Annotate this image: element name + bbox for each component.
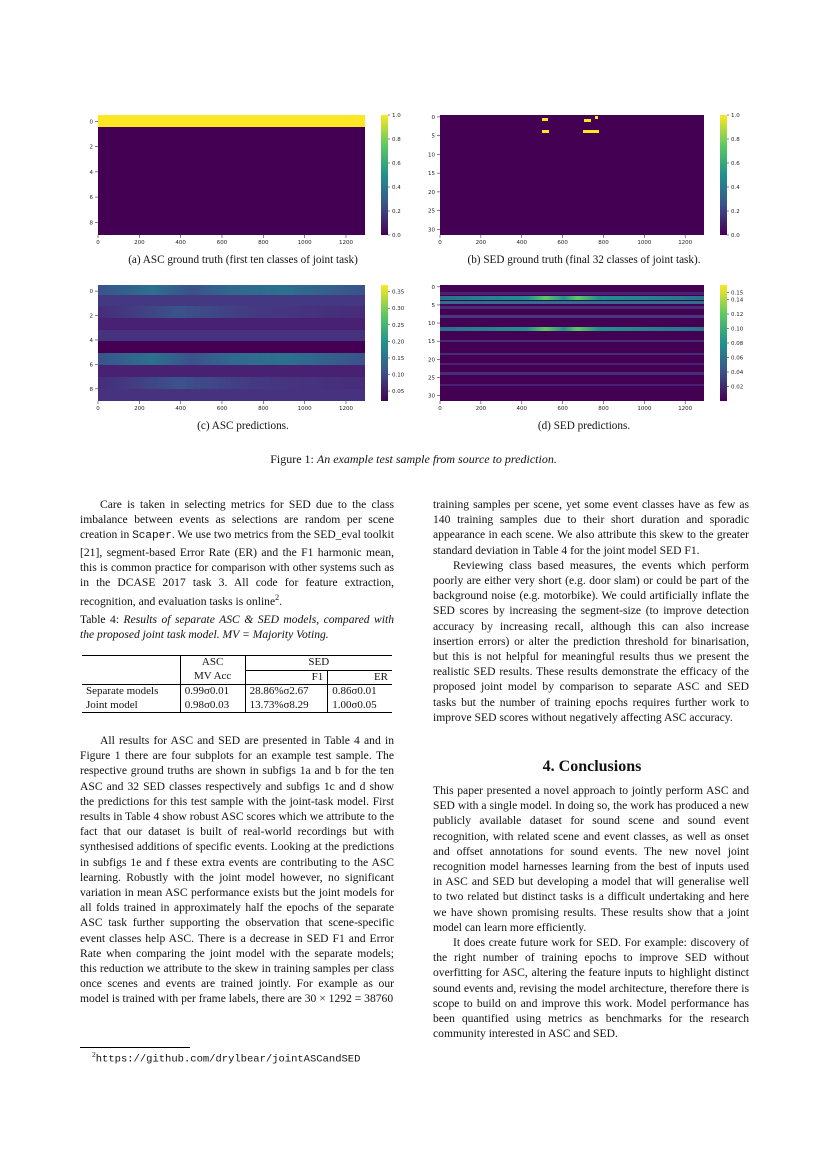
heatmap-b-event [542,118,548,121]
x-tick-label: 600 [557,406,568,412]
colorbar-tick-label: 0.6 [731,161,740,167]
y-tick-label: 2 [89,313,93,320]
x-tick-label: 600 [216,406,228,412]
colorbar-a [381,115,388,235]
x-tick-label: 1000 [637,406,652,412]
conclusions-paragraph-1: This paper presented a novel approach to jointly perform ASC and SED with a single model. In doing so, the work has produced a new publicly available dataset for sound scene and sound event recognition, with related scene and event classes, as well as onset and offset annotations for sound events. The new novel joint recognition model harnesses learning from the best of inputs used in ASC and SED but developing a model that will generalise well to two related but distinct tasks is a difficult undertaking and here we have shown promising results. These results show that a joint model can learn more efficiently. [433,784,749,934]
conclusions-body [433,783,749,1041]
colorbar-c [381,285,388,401]
subfig-d [440,285,727,401]
col-header-asc: ASC [180,656,245,671]
subfig-d-caption: (d) SED predictions. [537,420,631,432]
x-tick-label: 200 [475,240,487,246]
y-tick-label: 5 [431,133,435,140]
x-tick-label: 0 [438,406,442,412]
heatmap-d-row [440,340,704,342]
colorbar-tick-label: 0.12 [731,312,744,318]
y-tick-label: 20 [428,189,435,196]
colorbar-tick-label: 0.0 [731,233,740,239]
heatmap-c-row [98,306,365,318]
colorbar-tick-label: 0.35 [392,289,405,296]
left-column [80,497,394,609]
y-tick-label: 8 [89,386,93,393]
colorbar-tick-label: 0.30 [392,306,405,313]
heatmap-a-bg [98,115,365,235]
x-tick-label: 800 [598,406,609,412]
x-tick-label: 200 [134,240,145,246]
y-tick-label: 25 [428,375,435,382]
results-table [82,655,392,713]
heatmap-d-row [440,372,704,375]
section-heading-conclusions: 4. Conclusions [542,758,642,775]
x-tick-label: 800 [258,406,269,412]
heatmap-c-row [98,389,365,401]
col-header-sed: SED [308,656,330,668]
heatmap-d-row [440,353,704,355]
table-row: Joint model 0.98σ0.03 13.73%σ8.29 1.00σ0.05 [82,699,392,713]
heatmap-c-row [98,318,365,330]
y-tick-label: 4 [89,169,93,176]
table-row: Separate models 0.99σ0.01 28.86%σ2.67 0.86σ0.01 [82,685,392,699]
table-header-row [82,656,392,671]
footnote: $^2$https://github.com/drylbear/jointASCandSED [92,1050,361,1066]
x-tick-label: 600 [216,240,228,246]
colorbar-tick-label: 0.25 [392,322,405,329]
x-tick-label: 400 [516,240,527,246]
y-tick-label: 25 [428,208,435,215]
colorbar-tick-label: 0.04 [731,370,744,376]
colorbar-tick-label: 0.2 [392,209,401,215]
x-tick-label: 800 [258,240,269,246]
left-paragraph-2: All results for ASC and SED are presented in Table 4 and in Figure 1 there are four subplots for an example test sample. The respective ground truths are shown in subfigs 1a and b for the ten ASC and 32 SED classes respectively and subfigs 1c and d show the predictions for this test sample with the joint-task model. First results in Table 4 show robust ASC scores which we attribute to the fact that our dataset is built of real-world recordings but with synthesised additions of specific events. Looking at the predictions in subfigs 1e and f these extra events are contributing to the ASC learning. Robustly with the joint model however, no significant variation in mean ASC performance exists but the joint models for all folds trained in approximately half the epochs of the separate ASC task further supporting the observation that scene-specific event classes help ASC. There is a decrease in SED F1 and Error Rate when comparing the joint model with the separate models; this reduction we attribute to the skew in training samples per class once scenes and events are trained jointly. For example as our model is trained with per frame labels, there are 30 × 1292 = 38760 [80,734,394,1006]
y-tick-label: 5 [431,302,435,309]
footnote-rule [80,1047,190,1048]
right-column [433,497,749,725]
heatmap-c-row [98,365,365,377]
y-tick-label: 0 [431,114,435,121]
heatmap-a-row0 [98,115,365,127]
colorbar-tick-label: 1.0 [392,113,401,119]
heatmap-d-row [440,292,704,295]
heatmap-b-event [584,119,591,122]
y-tick-label: 15 [428,171,435,178]
colorbar-d [720,285,727,401]
x-tick-label: 1000 [637,240,652,246]
colorbar-tick-label: 0.10 [392,372,405,379]
heatmap-d-row [440,384,704,386]
heatmap-d-row [440,296,704,300]
colorbar-b [720,115,727,235]
x-tick-label: 0 [96,406,100,412]
figure-caption-text: An example test sample from source to prediction. [316,452,557,466]
colorbar-tick-label: 0.14 [731,297,744,304]
colorbar-tick-label: 0.20 [392,339,405,346]
colorbar-tick-label: 0.15 [392,355,405,362]
x-tick-label: 800 [598,240,609,246]
heatmap-d-row [440,327,704,331]
y-tick-label: 10 [428,321,435,328]
colorbar-tick-label: 0.06 [731,355,744,362]
col-header-f1: F1 [245,670,328,685]
y-tick-label: 0 [89,289,93,296]
heatmap-d-row [440,363,704,365]
x-tick-label: 400 [175,406,186,412]
x-tick-label: 600 [557,240,568,246]
y-tick-label: 30 [428,227,435,234]
scaper-code: Scaper [132,530,172,543]
heatmap-b-event [583,130,599,133]
y-tick-label: 6 [89,362,93,369]
x-tick-label: 400 [516,406,527,412]
heatmap-b-bg [440,115,704,235]
y-tick-label: 0 [431,284,435,291]
x-tick-label: 0 [96,240,100,246]
col-header-mv-acc: MV Acc [180,670,245,685]
colorbar-tick-label: 0.8 [731,137,740,143]
y-tick-label: 15 [428,339,435,346]
heatmap-c-row [98,377,365,389]
subfig-a-caption: (a) ASC ground truth (first ten classes of joint task) [128,254,358,266]
right-paragraph-1: training samples per scene, yet some event classes have as few as 140 training samples due to their short duration and sporadic appearance in each scene. We also attribute this skew to the greater standard deviation in Table 4 for the joint model SED F1. [433,498,749,557]
left-paragraph-1: Care is taken in selecting metrics for SED due to the class imbalance between events as selections are random per scene creation in Scaper. We use two metrics from the SED_eval toolkit [21], segment-based Error Rate (ER) and the F1 harmonic mean, this is common practice for comparison with other systems such as in the DCASE 2017 task 3. All code for feature extraction, recognition, and evaluation tasks is online$^2$. [80,498,394,609]
x-tick-label: 1200 [678,240,693,246]
y-tick-label: 0 [89,119,93,126]
heatmap-b-event [542,130,549,133]
y-tick-label: 4 [89,337,93,344]
colorbar-tick-label: 1.0 [731,113,740,119]
x-tick-label: 200 [475,406,487,412]
footnote-url[interactable]: https://github.com/drylbear/jointASCandSED [95,1053,361,1066]
x-tick-label: 0 [438,240,442,246]
colorbar-tick-label: 0.15 [731,290,744,297]
heatmap-b-event [595,116,598,119]
table-caption [80,612,394,642]
figure-1 [0,0,827,440]
table-label: Table 4: [80,613,120,626]
colorbar-tick-label: 0.08 [731,341,744,347]
heatmap-c-row [98,285,365,295]
subfig-b-caption: (b) SED ground truth (final 32 classes of joint task). [467,254,701,266]
x-tick-label: 1000 [297,240,312,246]
col-header-er: ER [328,670,392,685]
table-subheader-row [82,670,392,685]
colorbar-tick-label: 0.10 [731,326,744,333]
footnote-ref: 2 [275,593,280,603]
subfig-a [98,115,388,235]
figure-caption-label: Figure 1: [270,452,314,466]
right-paragraph-2: Reviewing class based measures, the events which perform poorly are either very short (e.g. door slam) or could be part of the background noise (e.g. motorbike). We could artificially inflate the SED scores by increasing the segment-size (to improve detection accuracy by increasing recall, although this can also increase insertion errors) or alter the prediction threshold for binarisation, but this is not helpful for meaningful results thus we present the realistic SED results. These results demonstrate the efficacy of the proposed joint model by comparison to separate ASC and SED tasks but the number of training epochs requires further work to improve SED scores without negatively affecting ASC accuracy. [433,558,749,724]
x-tick-label: 1200 [678,406,693,412]
subfig-c [98,285,388,401]
colorbar-tick-label: 0.8 [392,137,401,143]
conclusions-paragraph-2: It does create future work for SED. For example: discovery of the right number of training epochs to improve SED without overfitting for ASC, altering the feature inputs to highlight distinct sound events and, revising the model architecture, therefore there is scope to build on and improve this work. Model performance has been quantified using metrics as benchmarks for the research community interested in ASC and SED. [433,936,749,1041]
subfig-b [440,115,727,235]
x-tick-label: 200 [134,406,145,412]
heatmap-c-row [98,341,365,353]
y-tick-label: 20 [428,357,435,364]
colorbar-tick-label: 0.05 [392,389,405,396]
heatmap-c-row [98,353,365,365]
heatmap-d-row [440,315,704,318]
colorbar-tick-label: 0.02 [731,384,744,391]
heatmap-c-row [98,295,365,306]
y-tick-label: 2 [89,144,93,151]
y-tick-label: 10 [428,152,435,159]
y-tick-label: 8 [89,220,93,227]
colorbar-tick-label: 0.6 [392,161,401,167]
y-tick-label: 6 [89,195,93,202]
heatmap-c-row [98,330,365,341]
colorbar-tick-label: 0.2 [731,209,740,215]
subfig-c-caption: (c) ASC predictions. [197,420,289,432]
x-tick-label: 1200 [338,240,353,246]
heatmap-d-row [440,301,704,304]
y-tick-label: 30 [428,393,435,400]
colorbar-tick-label: 0.4 [392,185,401,191]
x-tick-label: 1000 [297,406,312,412]
x-tick-label: 1200 [338,406,353,412]
x-tick-label: 400 [175,240,186,246]
heatmap-d-row [440,306,704,309]
figure-caption [0,452,827,466]
colorbar-tick-label: 0.4 [731,185,740,191]
table-caption-text: Results of separate ASC & SED models, compared with the proposed joint task model. MV = Majority Voting. [80,613,394,642]
colorbar-tick-label: 0.0 [392,233,401,239]
